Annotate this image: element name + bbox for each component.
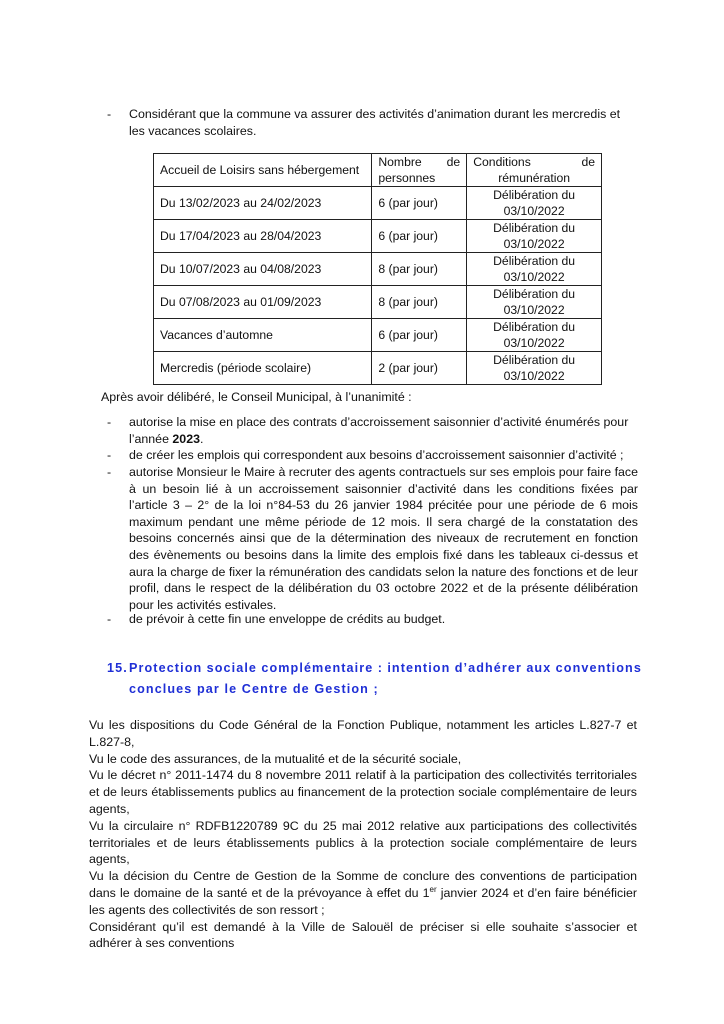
header-conditions bbox=[467, 154, 602, 187]
table-header-row bbox=[154, 154, 602, 187]
title-word: intention bbox=[387, 661, 451, 675]
table-row bbox=[154, 253, 602, 286]
vu-paragraph: Vu le décret n° 2011-1474 du 8 novembre 2011 relatif à la participation des collectivités territoriales et de leurs établissements publics au financement de la protection sociale complémentaire de leurs agents, bbox=[89, 768, 637, 816]
bullet-dash: - bbox=[107, 612, 112, 626]
row-persons: 6 (par jour) bbox=[372, 220, 467, 253]
table-row bbox=[154, 352, 602, 385]
row-conditions bbox=[467, 220, 602, 253]
row-conditions-line2: 03/10/2022 bbox=[503, 369, 565, 383]
title-word: sociale bbox=[206, 661, 258, 675]
vu-5-text-end: janvier 2024 et d’en faire bénéficier les agents des collectivités de son ressort ; bbox=[89, 885, 637, 917]
table-row bbox=[154, 187, 602, 220]
header-persons-word2: de bbox=[446, 155, 461, 169]
decision-item bbox=[107, 464, 639, 613]
row-period: Du 07/08/2023 au 01/09/2023 bbox=[154, 286, 372, 319]
header-activity: Accueil de Loisirs sans hébergement bbox=[154, 154, 372, 187]
row-conditions bbox=[467, 286, 602, 319]
row-conditions-line2: 03/10/2022 bbox=[503, 237, 565, 251]
row-conditions-line1: Délibération du bbox=[493, 287, 576, 301]
row-conditions-line1: Délibération du bbox=[493, 254, 576, 268]
row-conditions-line2: 03/10/2022 bbox=[503, 204, 565, 218]
header-conditions-word3: rémunération bbox=[498, 171, 571, 185]
header-persons bbox=[372, 154, 467, 187]
table-row bbox=[154, 319, 602, 352]
row-conditions-line2: 03/10/2022 bbox=[503, 336, 565, 350]
decision-1-year: 2023 bbox=[172, 431, 200, 446]
row-persons: 8 (par jour) bbox=[372, 286, 467, 319]
vu-paragraph: Vu les dispositions du Code Général de la Fonction Publique, notamment les articles L.827-7 et L.827-8, bbox=[89, 718, 637, 749]
decision-1-text: autorise la mise en place des contrats d’accroissement saisonnier d’activité énumérés pour l’année bbox=[129, 415, 629, 446]
row-period: Mercredis (période scolaire) bbox=[154, 352, 372, 385]
row-persons: 2 (par jour) bbox=[372, 352, 467, 385]
section-title-line1 bbox=[129, 658, 642, 679]
header-persons-word1: Nombre bbox=[378, 155, 422, 169]
title-word: conventions bbox=[555, 661, 642, 675]
vu-block bbox=[89, 717, 637, 952]
bullet-dash: - bbox=[107, 415, 112, 429]
vu-paragraph: Vu la circulaire n° RDFB1220789 9C du 25 mai 2012 relative aux participations des collectivités territoriales et de leurs établissements publics à la protection sociale complémentaire de leurs agents, bbox=[89, 818, 637, 867]
row-conditions bbox=[467, 253, 602, 286]
row-period: Vacances d’automne bbox=[154, 319, 372, 352]
row-persons: 6 (par jour) bbox=[372, 319, 467, 352]
row-conditions-line2: 03/10/2022 bbox=[503, 303, 565, 317]
row-period: Du 10/07/2023 au 04/08/2023 bbox=[154, 253, 372, 286]
section-heading bbox=[107, 658, 642, 700]
row-conditions-line1: Délibération du bbox=[493, 221, 576, 235]
decision-text: autorise Monsieur le Maire à recruter des agents contractuels sur ses emplois pour faire face à un besoin lié à un accroissement saisonnier d’activité dans les conditions fixées par l’article 3 – 2° de la loi n°84-53 du 26 janvier 1984 précitée pour une période de 6 mois maximum pendant une même période de 12 mois. Il sera chargé de la constatation des besoins concernés ainsi que de la détermination des niveaux de recrutement en fonction des évènements ou besoins dans la limite des emplois fixé dans les tableaux ci-dessus et aura la charge de fixer la rémunération des candidats selon la nature des fonctions et de leur profil, dans le respect de la délibération du 03 octobre 2022 et de la présente délibération pour les activités estivales. bbox=[129, 465, 639, 612]
leisure-table bbox=[153, 153, 602, 385]
vu-5-text: Vu la décision du Centre de Gestion de la Somme de conclure des conventions de participation dans le domaine de la santé et de la prévoyance à effet du 1 bbox=[89, 869, 637, 900]
row-period: Du 17/04/2023 au 28/04/2023 bbox=[154, 220, 372, 253]
decision-item bbox=[107, 611, 638, 628]
row-persons: 6 (par jour) bbox=[372, 187, 467, 220]
decision-text: de prévoir à cette fin une enveloppe de crédits au budget. bbox=[129, 612, 446, 626]
title-word: complémentaire bbox=[261, 661, 374, 675]
header-conditions-word1: Conditions bbox=[473, 155, 531, 169]
title-word: Protection bbox=[129, 661, 203, 675]
decision-1-end: . bbox=[199, 431, 204, 446]
bullet-dash: - bbox=[107, 107, 112, 121]
row-conditions-line1: Délibération du bbox=[493, 320, 576, 334]
row-conditions bbox=[467, 187, 602, 220]
title-word: : bbox=[377, 661, 383, 675]
row-conditions-line2: 03/10/2022 bbox=[503, 270, 565, 284]
decision-text: de créer les emplois qui correspondent aux besoins d’accroissement saisonnier d’activité ; bbox=[129, 448, 624, 462]
vu-paragraph bbox=[89, 868, 637, 918]
vu-paragraph: Considérant qu’il est demandé à la Ville de Salouël de préciser si elle souhaite s’associer et adhérer à ses conventions bbox=[89, 919, 637, 951]
row-period: Du 13/02/2023 au 24/02/2023 bbox=[154, 187, 372, 220]
bullet-dash: - bbox=[107, 448, 112, 462]
after-deliberation: Après avoir délibéré, le Conseil Municipal, à l’unanimité : bbox=[101, 390, 412, 404]
table-row bbox=[154, 286, 602, 319]
bullet-dash: - bbox=[107, 465, 112, 479]
table-row bbox=[154, 220, 602, 253]
intro-bullet bbox=[107, 106, 638, 139]
vu-paragraph: Vu le code des assurances, de la mutualité et de la sécurité sociale, bbox=[89, 751, 462, 766]
header-conditions-word2: de bbox=[581, 155, 595, 169]
row-conditions-line1: Délibération du bbox=[493, 353, 576, 367]
title-word: aux bbox=[526, 661, 552, 675]
decision-item bbox=[107, 447, 638, 464]
title-word: d’adhérer bbox=[454, 661, 522, 675]
row-persons: 8 (par jour) bbox=[372, 253, 467, 286]
vu-5-sup: er bbox=[429, 884, 437, 894]
section-title-line2: conclues par le Centre de Gestion ; bbox=[129, 682, 379, 696]
header-persons-word3: personnes bbox=[378, 171, 436, 185]
row-conditions bbox=[467, 319, 602, 352]
row-conditions bbox=[467, 352, 602, 385]
row-conditions-line1: Délibération du bbox=[493, 188, 576, 202]
intro-bullet-text: Considérant que la commune va assurer des activités d’animation durant les mercredis et les vacances scolaires. bbox=[129, 107, 621, 138]
section-number: 15. bbox=[107, 661, 128, 675]
decision-item bbox=[107, 414, 638, 447]
decision-text bbox=[129, 414, 638, 447]
